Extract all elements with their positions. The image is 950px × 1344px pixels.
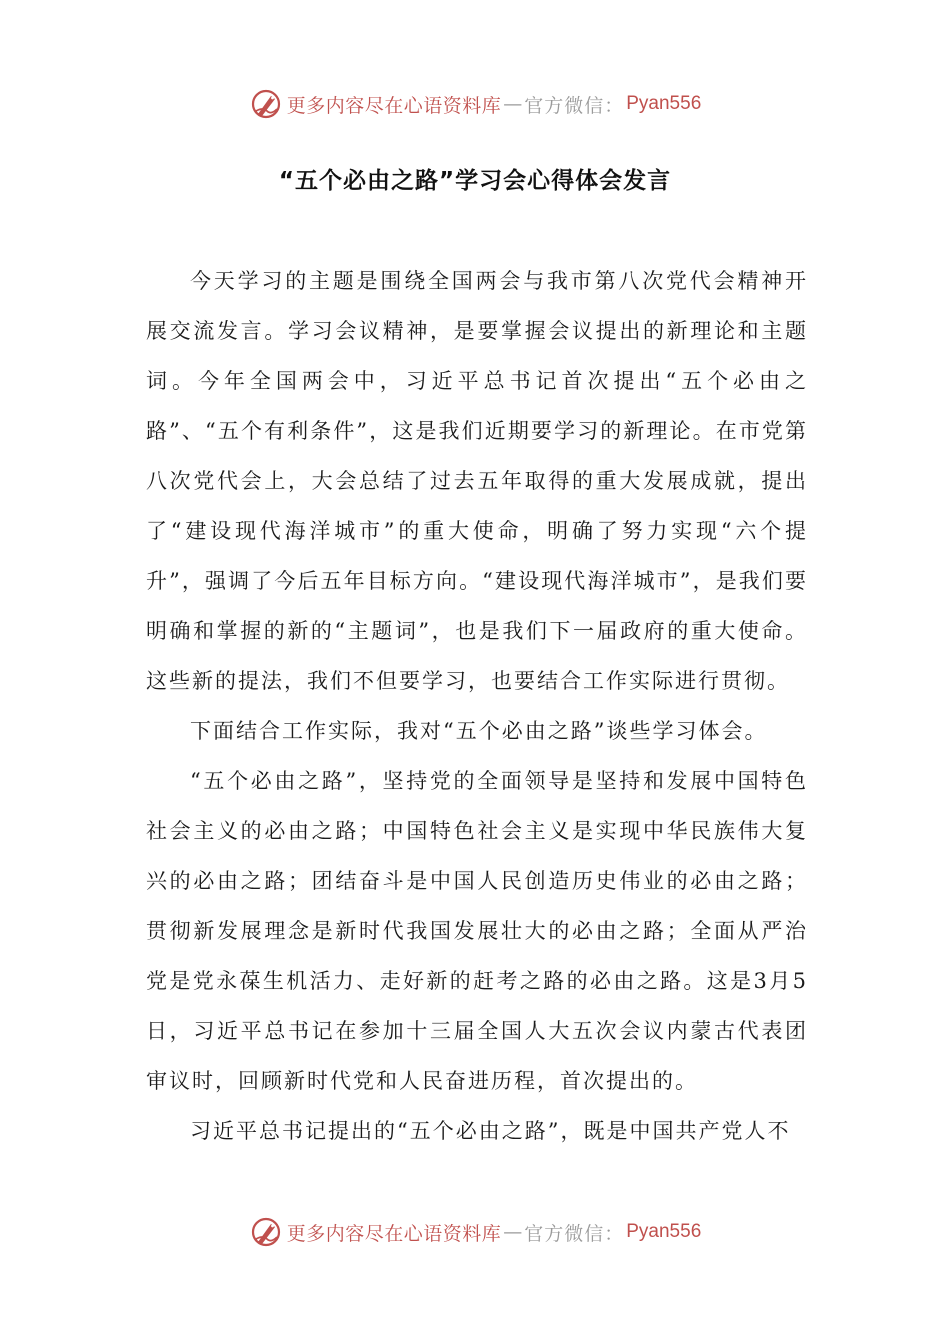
footer-watermark-banner bbox=[0, 1212, 950, 1252]
paragraph: 习近平总书记提出的“五个必由之路”，既是中国共产党人不 bbox=[190, 1119, 791, 1143]
paragraph: “五个必由之路”，坚持党的全面领导是坚持和发展中国特色社会主义的必由之路；中国特色社会主义是实现中华民族伟大复兴的必由之路；团结奋斗是中国人民创造历史伟业的必由之路；贯彻新发展理念是新时代我国发展壮大的必由之路；全面从严治党是党永葆生机活力、走好新的赶考之路的必由之路。这是3月5日，习近平总书记在参加十三届全国人大五次会议内蒙古代表团审议时，回顾新时代党和人民奋进历程，首次提出的。 bbox=[146, 769, 808, 1093]
watermark-wechat-id: Pyan556 bbox=[626, 1221, 702, 1242]
pen-nib-logo-icon bbox=[249, 1215, 283, 1249]
pen-nib-logo-icon bbox=[249, 87, 283, 121]
watermark-wechat-id: Pyan556 bbox=[626, 93, 702, 114]
paragraph: 下面结合工作实际，我对“五个必由之路”谈些学习体会。 bbox=[190, 719, 768, 743]
watermark-separator: — bbox=[503, 93, 523, 115]
paragraph: 今天学习的主题是围绕全国两会与我市第八次党代会精神开展交流发言。学习会议精神，是要掌握会议提出的新理论和主题词。今年全国两会中，习近平总书记首次提出“五个必由之路”、“五个有利条件”，这是我们近期要学习的新理论。在市党第八次党代会上，大会总结了过去五年取得的重大发展成就，提出了“建设现代海洋城市”的重大使命，明确了努力实现“六个提升”，强调了今后五年目标方向。“建设现代海洋城市”，是我们要明确和掌握的新的“主题词”，也是我们下一届政府的重大使命。这些新的提法，我们不但要学习，也要结合工作实际进行贯彻。 bbox=[146, 269, 808, 693]
document-body bbox=[146, 256, 808, 1156]
watermark-official-label: 官方微信： bbox=[524, 1222, 625, 1245]
watermark-separator: — bbox=[503, 1221, 523, 1243]
watermark-text: 更多内容尽在心语资料库 bbox=[286, 94, 502, 117]
header-watermark-banner bbox=[0, 84, 950, 124]
watermark-official-label: 官方微信： bbox=[524, 94, 625, 117]
document-title: “五个必由之路”学习会心得体会发言 bbox=[278, 168, 672, 194]
watermark-text: 更多内容尽在心语资料库 bbox=[286, 1222, 502, 1245]
